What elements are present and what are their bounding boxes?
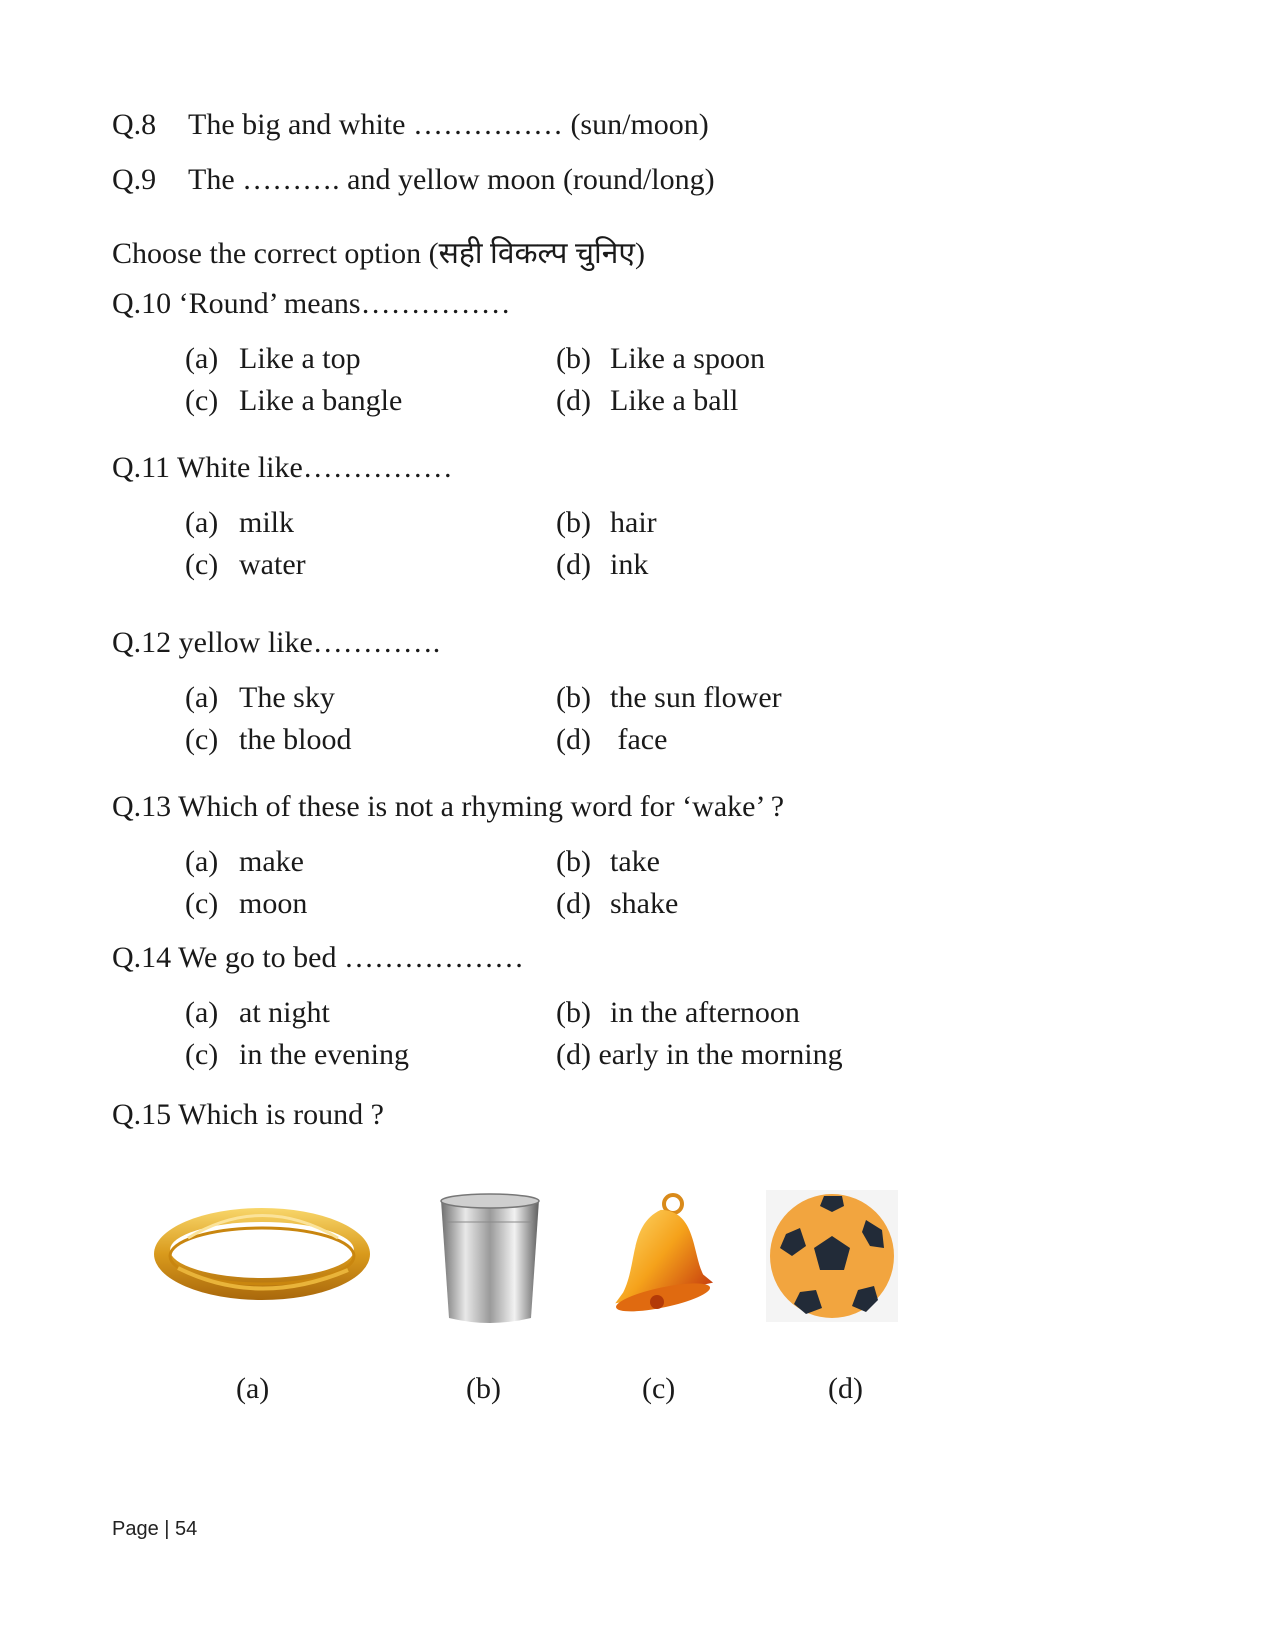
option-a: (a) make xyxy=(185,845,304,878)
question-text: The ………. and yellow moon (round/long) xyxy=(188,163,715,196)
option-a: (a) milk xyxy=(185,506,295,539)
image-caption-b: (b) xyxy=(466,1372,501,1405)
image-caption-d: (d) xyxy=(828,1372,863,1405)
section-instruction: Choose the correct option (सही विकल्प चुनिए) xyxy=(112,237,646,270)
question-9 xyxy=(112,163,715,197)
football-image xyxy=(766,1190,898,1322)
image-caption-a: (a) xyxy=(236,1372,270,1405)
option-b: (b) Like a spoon xyxy=(556,342,765,375)
question-15: Q.15 Which is round ? xyxy=(112,1098,384,1131)
question-13: Q.13 Which of these is not a rhyming word for ‘wake’ ? xyxy=(112,790,785,823)
option-a: (a) at night xyxy=(185,996,330,1029)
question-10: Q.10 ‘Round’ means…………… xyxy=(112,287,511,320)
option-d: (d) face xyxy=(556,723,668,756)
page-footer: Page | 54 xyxy=(112,1518,198,1540)
option-d: (d) Like a ball xyxy=(556,384,739,417)
option-c: (c) the blood xyxy=(185,723,352,756)
option-a: (a) Like a top xyxy=(185,342,361,375)
option-a: (a) The sky xyxy=(185,681,335,714)
option-b: (b) hair xyxy=(556,506,657,539)
option-b: (b) in the afternoon xyxy=(556,996,800,1029)
option-b: (b) the sun flower xyxy=(556,681,782,714)
steel-glass-image xyxy=(435,1192,545,1332)
image-caption-c: (c) xyxy=(642,1372,676,1405)
option-c: (c) moon xyxy=(185,887,308,920)
option-d: (d) ink xyxy=(556,548,649,581)
question-11: Q.11 White like…………… xyxy=(112,451,453,484)
question-8 xyxy=(112,108,709,142)
question-number: Q.9 xyxy=(112,163,157,196)
option-d: (d) early in the morning xyxy=(556,1038,843,1071)
bell-image xyxy=(595,1190,715,1320)
question-14: Q.14 We go to bed ……………… xyxy=(112,941,525,974)
question-12: Q.12 yellow like…………. xyxy=(112,626,441,659)
option-c: (c) in the evening xyxy=(185,1038,409,1071)
option-c: (c) Like a bangle xyxy=(185,384,403,417)
option-d: (d) shake xyxy=(556,887,679,920)
question-text: The big and white …………… (sun/moon) xyxy=(188,108,709,141)
option-b: (b) take xyxy=(556,845,660,878)
question-number: Q.8 xyxy=(112,108,157,141)
option-c: (c) water xyxy=(185,548,306,581)
bangle-image xyxy=(148,1198,376,1308)
